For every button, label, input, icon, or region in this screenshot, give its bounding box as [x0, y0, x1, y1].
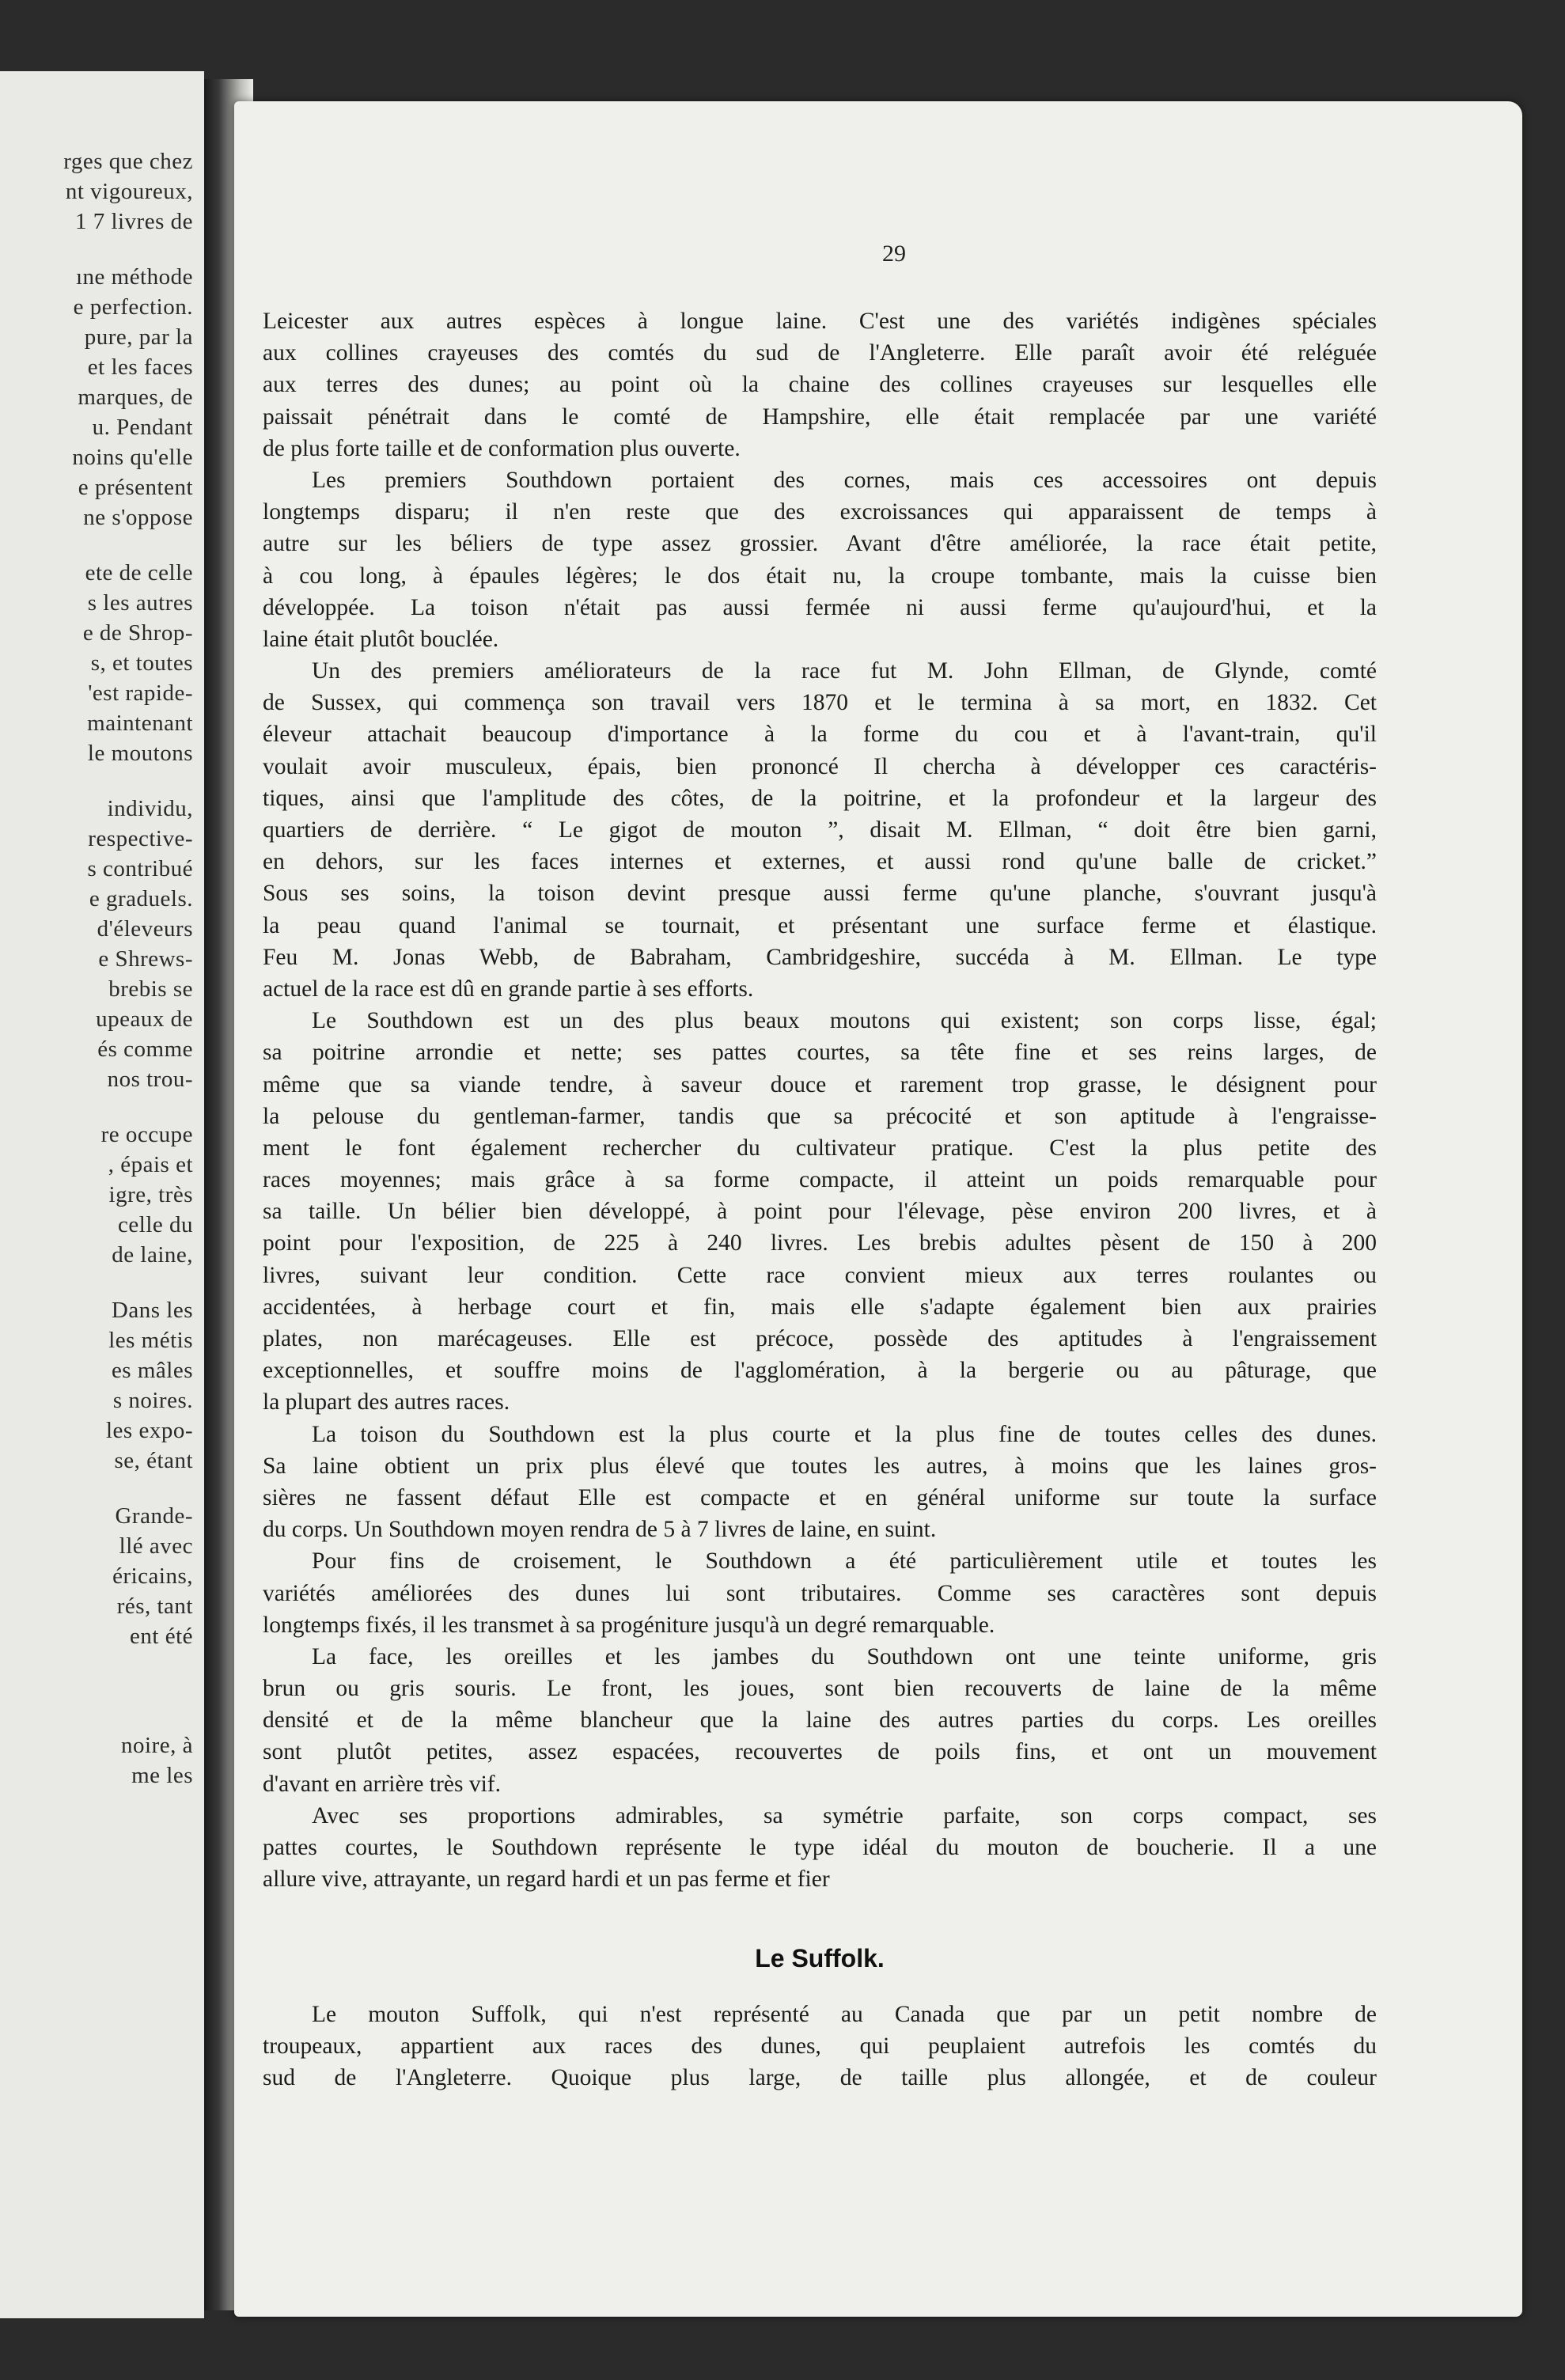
text-line: paissait pénétrait dans le comté de Hampshire, elle était remplacée par une variété [263, 404, 1377, 430]
text-line: pattes courtes, le Southdown représente le type idéal du mouton de boucherie. Il a une [263, 1835, 1377, 1860]
paragraph [263, 1419, 1377, 1546]
previous-page-line: éricains, [112, 1563, 193, 1589]
text-line: en dehors, sur les faces internes et externes, et aussi rond qu'une balle de cricket.” [263, 849, 1377, 875]
previous-page-line: respective- [88, 826, 193, 851]
paragraph [263, 655, 1377, 1005]
page-number: 29 [882, 241, 906, 267]
text-line: la pelouse du gentleman-farmer, tandis que sa précocité et son aptitude à l'engraisse- [263, 1103, 1377, 1129]
previous-page-line: ne s'oppose [83, 505, 193, 530]
previous-page-line: rges que chez [63, 149, 193, 174]
text-line: Les premiers Southdown portaient des cornes, mais ces accessoires ont depuis [312, 467, 1377, 493]
previous-page-line: me les [131, 1763, 193, 1788]
previous-page-line: llé avec [119, 1533, 193, 1559]
text-line: d'avant en arrière très vif. [263, 1771, 501, 1797]
paragraph [263, 305, 1377, 464]
text-line: aux terres des dunes; au point où la chaine des collines crayeuses sur lesquelles elle [263, 372, 1377, 398]
text-line: Un des premiers améliorateurs de la race fut M. John Ellman, de Glynde, comté [312, 658, 1377, 684]
text-line: troupeaux, appartient aux races des dunes, qui peuplaient autrefois les comtés du [263, 2033, 1377, 2059]
text-line: quartiers de derrière. “ Le gigot de mouton ”, disait M. Ellman, “ doit être bien garni, [263, 817, 1377, 843]
text-line: Pour fins de croisement, le Southdown a été particulièrement utile et toutes les [312, 1548, 1377, 1575]
text-line: longtemps disparu; il n'en reste que des excroissances qui apparaissent de temps à [263, 499, 1377, 525]
previous-page-line: se, étant [114, 1448, 193, 1473]
paragraph [263, 1545, 1377, 1641]
previous-page-line: de laine, [112, 1242, 193, 1268]
previous-page-line: rés, tant [116, 1594, 193, 1619]
previous-page-line: le moutons [87, 741, 193, 766]
previous-page-line: Grande- [115, 1503, 193, 1529]
previous-page-line: s les autres [87, 590, 193, 616]
text-line: Leicester aux autres espèces à longue laine. C'est une des variétés indigènes spéciales [263, 309, 1377, 334]
text-line: densité et de la même blancheur que la laine des autres parties du corps. Les oreilles [263, 1707, 1377, 1734]
text-line: de Sussex, qui commença son travail vers 1870 et le termina à sa mort, en 1832. Cet [263, 690, 1377, 716]
previous-page-line: noire, à [121, 1733, 193, 1758]
text-line: sont plutôt petites, assez espacées, recouvertes de poils fins, et ont un mouvement [263, 1739, 1377, 1765]
text-line: La face, les oreilles et les jambes du Southdown ont une teinte uniforme, gris [312, 1643, 1377, 1669]
paragraph [263, 1641, 1377, 1800]
previous-page-line: e perfection. [73, 294, 193, 320]
text-line: longtemps fixés, il les transmet à sa progéniture jusqu'à un degré remarquable. [263, 1612, 995, 1638]
section-heading: Le Suffolk. [755, 1944, 885, 1973]
text-line: la peau quand l'animal se tournait, et présentant une surface ferme et élastique. [263, 912, 1377, 938]
previous-page-line: ete de celle [85, 560, 193, 586]
previous-page-line: Dans les [111, 1298, 193, 1323]
previous-page-line: nt vigoureux, [65, 179, 193, 204]
previous-page-line: les expo- [106, 1418, 193, 1443]
previous-page-line: s, et toutes [90, 650, 193, 676]
previous-page-line: individu, [107, 796, 193, 821]
text-line: du corps. Un Southdown moyen rendra de 5 à 7 livres de laine, en suint. [263, 1517, 937, 1543]
paragraph [263, 1999, 1377, 2094]
text-line: Le Southdown est un des plus beaux moutons qui existent; son corps lisse, égal; [312, 1008, 1377, 1034]
previous-page-line: marques, de [78, 385, 193, 410]
previous-page-line: e de Shrop- [82, 620, 193, 646]
text-line: sières ne fassent défaut Elle est compacte et en général uniforme sur toute la surface [263, 1484, 1377, 1510]
text-line: la plupart des autres races. [263, 1389, 510, 1415]
previous-page-line: les métis [108, 1328, 193, 1353]
text-line: sud de l'Angleterre. Quoique plus large, de taille plus allongée, et de couleur [263, 2064, 1377, 2090]
previous-page-line: pure, par la [84, 324, 193, 350]
document-page [234, 101, 1522, 2317]
previous-page-line: maintenant [87, 711, 193, 736]
previous-page-line: et les faces [87, 354, 193, 380]
previous-page-line: e Shrews- [98, 946, 193, 972]
previous-page-line: e graduels. [89, 886, 193, 911]
text-line: variétés améliorées des dunes lui sont tributaires. Comme ses caractères sont depuis [263, 1580, 1377, 1606]
text-line: éleveur attachait beaucoup d'importance à la forme du cou et à l'avant-train, qu'il [263, 722, 1377, 748]
text-line: races moyennes; mais grâce à sa forme compacte, il atteint un poids remarquable pour [263, 1167, 1377, 1193]
previous-page-line: brebis se [108, 976, 193, 1002]
text-line: sa poitrine arrondie et nette; ses pattes courtes, sa tête fine et ses reins larges, de [263, 1040, 1377, 1066]
previous-page-line: s contribué [87, 856, 193, 881]
previous-page-line: ent été [130, 1624, 193, 1649]
previous-page-line: celle du [118, 1212, 193, 1237]
previous-page-line: noins qu'elle [72, 445, 193, 470]
text-line: laine était plutôt bouclée. [263, 626, 499, 652]
previous-page-line: és comme [97, 1037, 193, 1062]
previous-page-fragment [0, 71, 204, 2318]
previous-page-line: 1 7 livres de [74, 209, 193, 234]
body-text [263, 305, 1377, 2094]
text-line: livres, suivant leur condition. Cette race convient mieux aux terres roulantes ou [263, 1262, 1377, 1288]
text-line: voulait avoir musculeux, épais, bien prononcé Il chercha à développer ces caractéris- [263, 753, 1377, 779]
text-line: brun ou gris souris. Le front, les joues, sont bien recouverts de laine de la même [263, 1676, 1377, 1702]
text-line: plates, non marécageuses. Elle est précoce, possède des aptitudes à l'engraissement [263, 1326, 1377, 1351]
previous-page-line: e présentent [78, 475, 193, 500]
text-line: Sa laine obtient un prix plus élevé que toutes les autres, à moins que les laines gros- [263, 1453, 1377, 1479]
text-line: accidentées, à herbage court et fin, mais elle s'adapte également bien aux prairies [263, 1294, 1377, 1320]
text-line: Feu M. Jonas Webb, de Babraham, Cambridgeshire, succéda à M. Ellman. Le type [263, 944, 1377, 970]
text-line: ment le font également rechercher du cultivateur pratique. C'est la plus petite des [263, 1135, 1377, 1161]
previous-page-line: s noires. [112, 1388, 193, 1413]
previous-page-line: nos trou- [107, 1067, 193, 1092]
previous-page-line: re occupe [100, 1122, 193, 1147]
text-line: point pour l'exposition, de 225 à 240 livres. Les brebis adultes pèsent de 150 à 200 [263, 1230, 1377, 1256]
previous-page-line: 'est rapide- [88, 680, 193, 706]
previous-page-line: igre, très [108, 1182, 193, 1207]
text-line: exceptionnelles, et souffre moins de l'agglomération, à la bergerie ou au pâturage, que [263, 1358, 1377, 1384]
text-line: de plus forte taille et de conformation plus ouverte. [263, 435, 741, 461]
previous-page-line: ıne méthode [75, 264, 193, 290]
paragraph [263, 1005, 1377, 1418]
previous-page-line: es mâles [111, 1358, 193, 1383]
text-line: aux collines crayeuses des comtés du sud de l'Angleterre. Elle paraît avoir été reléguée [263, 340, 1377, 366]
paragraph [263, 1800, 1377, 1896]
text-line: sa taille. Un bélier bien développé, à point pour l'élevage, pèse environ 200 livres, et à [263, 1199, 1377, 1225]
text-line: même que sa viande tendre, à saveur douce et rarement trop grasse, le désignent pour [263, 1071, 1377, 1097]
text-line: allure vive, attrayante, un regard hardi et un pas ferme et fier [263, 1866, 830, 1893]
text-line: La toison du Southdown est la plus courte et la plus fine de toutes celles des dunes. [312, 1421, 1377, 1447]
text-line: à cou long, à épaules légères; le dos était nu, la croupe tombante, mais la cuisse bien [263, 563, 1377, 589]
text-line: tiques, ainsi que l'amplitude des côtes, de la poitrine, et la profondeur et la largeur des [263, 785, 1377, 811]
text-line: actuel de la race est dû en grande partie à ses efforts. [263, 976, 754, 1002]
text-line: Sous ses soins, la toison devint presque aussi ferme qu'une planche, s'ouvrant jusqu'à [263, 881, 1377, 907]
text-line: Le mouton Suffolk, qui n'est représenté au Canada que par un petit nombre de [312, 2001, 1377, 2027]
previous-page-line: d'éleveurs [97, 916, 193, 942]
text-line: Avec ses proportions admirables, sa symétrie parfaite, son corps compact, ses [312, 1802, 1377, 1829]
previous-page-line: upeaux de [96, 1006, 193, 1032]
text-line: développée. La toison n'était pas aussi fermée ni aussi ferme qu'aujourd'hui, et la [263, 594, 1377, 620]
previous-page-line: , épais et [108, 1152, 193, 1177]
text-line: autre sur les béliers de type assez grossier. Avant d'être améliorée, la race était petite, [263, 531, 1377, 557]
paragraph [263, 464, 1377, 655]
previous-page-line: u. Pendant [92, 415, 193, 440]
